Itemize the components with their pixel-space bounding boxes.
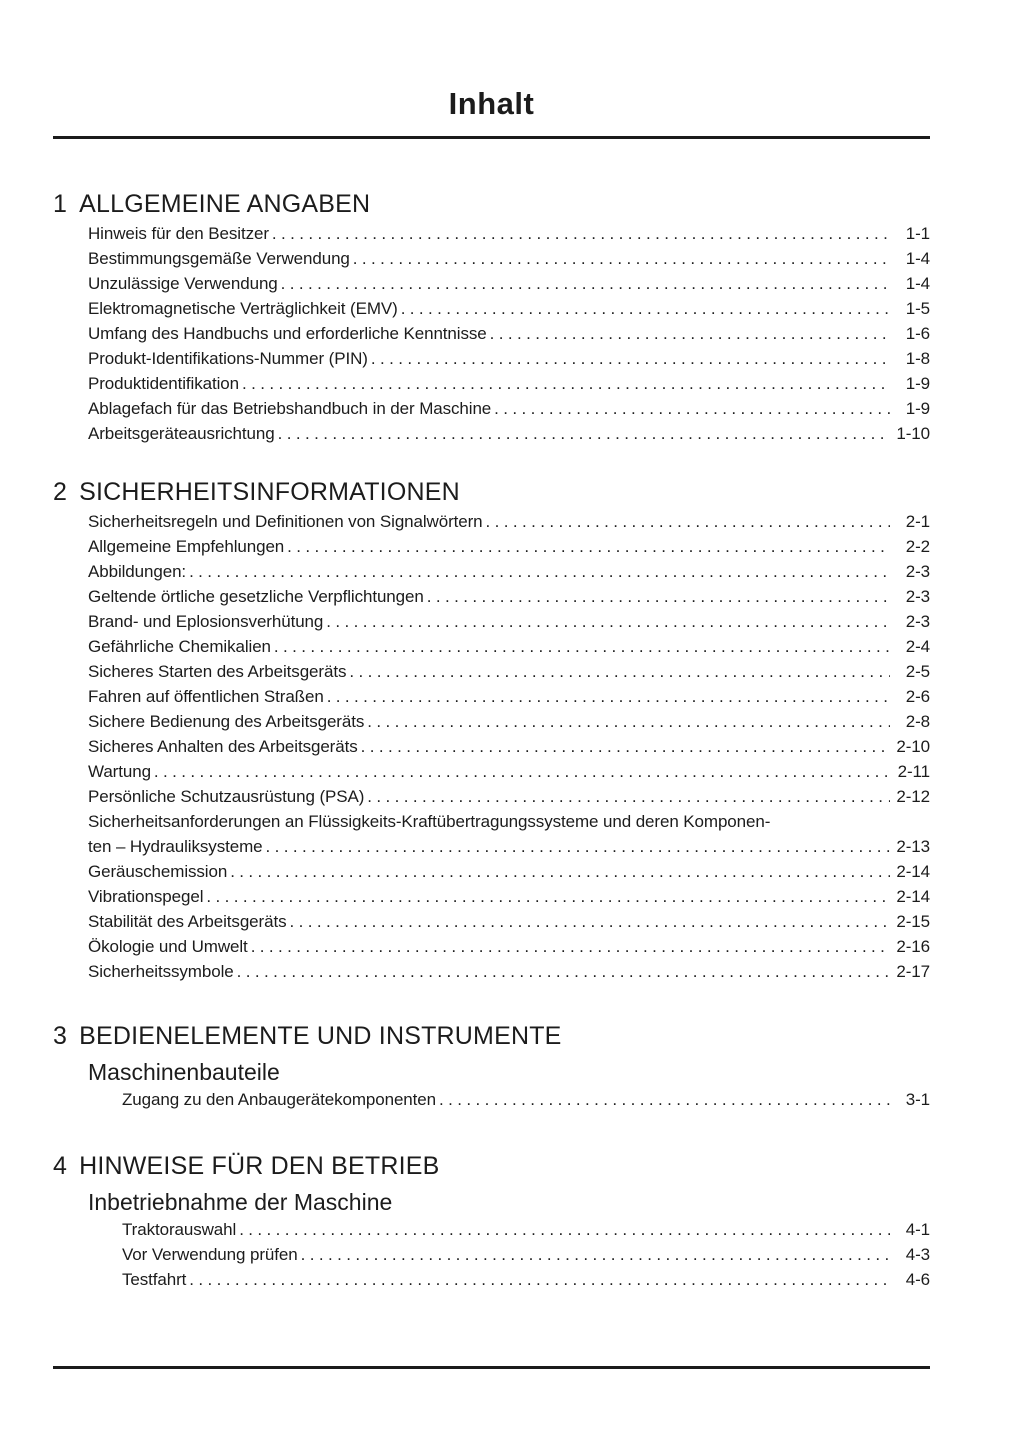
chapter-2-entries <box>88 509 930 984</box>
footer-rule <box>53 1366 930 1369</box>
chapter-1 <box>53 190 930 446</box>
toc-entry <box>88 534 930 559</box>
chapter-title: SICHERHEITSINFORMATIONEN <box>79 478 460 506</box>
toc-entry <box>88 659 930 684</box>
toc-entry-label: Zugang zu den Anbaugerätekomponenten <box>122 1090 436 1109</box>
toc-entry-page: 4-3 <box>905 1245 930 1264</box>
chapter-4-heading <box>53 1152 930 1180</box>
toc-entry-label: Allgemeine Empfehlungen <box>88 537 285 556</box>
toc-entry-wrapped-line2 <box>88 834 930 859</box>
dot-leader <box>353 246 890 271</box>
toc-entry-page: 2-10 <box>896 737 930 756</box>
toc-entry-label: Sichere Bedienung des Arbeitsgeräts <box>88 712 365 731</box>
toc-entry-label: Testfahrt <box>122 1270 187 1289</box>
dot-leader <box>265 834 890 859</box>
dot-leader <box>361 734 890 759</box>
dot-leader <box>272 221 890 246</box>
toc-entry-label: Unzulässige Verwendung <box>88 274 278 293</box>
toc-entry-page: 2-2 <box>905 537 930 556</box>
dot-leader <box>289 909 890 934</box>
dot-leader <box>274 634 890 659</box>
dot-leader <box>230 859 890 884</box>
chapter-4 <box>53 1152 930 1292</box>
dot-leader <box>349 659 890 684</box>
toc-entry-label: Bestimmungsgemäße Verwendung <box>88 249 350 268</box>
toc-entry-page: 2-15 <box>896 912 930 931</box>
subsection-title: Maschinenbauteile <box>88 1059 280 1085</box>
chapter-1-entries <box>88 221 930 446</box>
dot-leader <box>327 684 890 709</box>
toc-entry <box>88 759 930 784</box>
toc-entry <box>122 1267 930 1292</box>
toc-entry-page: 2-14 <box>896 862 930 881</box>
title-rule <box>53 136 930 139</box>
toc-entry-page: 4-1 <box>905 1220 930 1239</box>
page-title: Inhalt <box>448 86 535 121</box>
toc-entry <box>122 1087 930 1112</box>
toc-entry-page: 1-4 <box>905 274 930 293</box>
toc-entry-label: Sicherheitsregeln und Definitionen von Signalwörtern <box>88 512 483 531</box>
dot-leader <box>427 584 890 609</box>
toc-entry-label: Persönliche Schutzausrüstung (PSA) <box>88 787 365 806</box>
toc-entry-page: 2-3 <box>905 587 930 606</box>
dot-leader <box>189 1267 890 1292</box>
dot-leader <box>287 534 890 559</box>
toc-entry-page: 2-8 <box>905 712 930 731</box>
toc-entry-label: Sicheres Anhalten des Arbeitsgeräts <box>88 737 358 756</box>
toc-entry <box>88 609 930 634</box>
toc-entry-label: Abbildungen: <box>88 562 187 581</box>
toc-entry-label: Fahren auf öffentlichen Straßen <box>88 687 324 706</box>
toc-entry-page: 1-9 <box>905 399 930 418</box>
chapter-title: HINWEISE FÜR DEN BETRIEB <box>79 1152 440 1180</box>
toc-entry-page: 2-5 <box>905 662 930 681</box>
toc-entry-label: Wartung <box>88 762 151 781</box>
dot-leader <box>494 396 890 421</box>
toc-entry-page: 1-5 <box>905 299 930 318</box>
dot-leader <box>206 884 890 909</box>
toc-entry-label: Brand- und Eplosionsverhütung <box>88 612 324 631</box>
toc-entry <box>88 784 930 809</box>
toc-entry-label: Elektromagnetische Verträglichkeit (EMV) <box>88 299 398 318</box>
chapter-title: BEDIENELEMENTE UND INSTRUMENTE <box>79 1022 562 1050</box>
toc-entry-page: 1-10 <box>896 424 930 443</box>
toc-entry <box>88 734 930 759</box>
chapter-number: 4 <box>53 1152 68 1180</box>
toc-entry-label: Ökologie und Umwelt <box>88 937 248 956</box>
toc-entry <box>88 909 930 934</box>
toc-entry-label: Sicheres Starten des Arbeitsgeräts <box>88 662 347 681</box>
toc-entry <box>88 584 930 609</box>
toc-entry <box>88 934 930 959</box>
toc-entry-page: 2-14 <box>896 887 930 906</box>
toc-entry-label: Umfang des Handbuchs und erforderliche Kenntnisse <box>88 324 487 343</box>
dot-leader <box>301 1242 890 1267</box>
chapter-number: 2 <box>53 478 68 506</box>
toc-entry-page: 3-1 <box>905 1090 930 1109</box>
chapter-number: 1 <box>53 190 68 218</box>
content-column <box>53 0 930 1292</box>
toc-entry-page: 1-9 <box>905 374 930 393</box>
toc-entry <box>88 509 930 534</box>
toc-entry-label: Gefährliche Chemikalien <box>88 637 271 656</box>
toc-entry <box>88 271 930 296</box>
dot-leader <box>239 1217 890 1242</box>
dot-leader <box>439 1087 890 1112</box>
toc-entry <box>88 296 930 321</box>
chapter-number: 3 <box>53 1022 68 1050</box>
toc-entry-page: 2-3 <box>905 562 930 581</box>
chapter-3-heading <box>53 1022 930 1050</box>
toc-entry-label: Arbeitsgeräteausrichtung <box>88 424 275 443</box>
toc-entry-page: 2-17 <box>896 962 930 981</box>
toc-entry-label: Ablagefach für das Betriebshandbuch in der Maschine <box>88 399 492 418</box>
toc-entry-label: Produktidentifikation <box>88 374 239 393</box>
dot-leader <box>251 934 890 959</box>
chapter-3-subsection-entries <box>122 1087 930 1112</box>
dot-leader <box>486 509 890 534</box>
toc-entry-page: 2-16 <box>896 937 930 956</box>
toc-entry <box>88 421 930 446</box>
toc-entry <box>88 246 930 271</box>
dot-leader <box>326 609 890 634</box>
toc-entry-label: Geräuschemission <box>88 862 228 881</box>
toc-entry <box>88 684 930 709</box>
toc-entry-page: 2-12 <box>896 787 930 806</box>
toc-entry <box>88 884 930 909</box>
dot-leader <box>367 709 890 734</box>
toc-entry-page: 1-6 <box>905 324 930 343</box>
toc-entry-label: Stabilität des Arbeitsgeräts <box>88 912 287 931</box>
toc-entry-page: 1-1 <box>905 224 930 243</box>
toc-entry <box>88 396 930 421</box>
toc-entry-page: 2-1 <box>905 512 930 531</box>
dot-leader <box>242 371 890 396</box>
toc-entry <box>88 371 930 396</box>
toc-entry <box>88 634 930 659</box>
toc-entry-label: Produkt-Identifikations-Nummer (PIN) <box>88 349 368 368</box>
toc-entry-label: Sicherheitsanforderungen an Flüssigkeits-Kraftübertragungssysteme und deren Komponen- <box>88 812 771 831</box>
toc-entry-page: 2-3 <box>905 612 930 631</box>
toc-entry <box>88 321 930 346</box>
dot-leader <box>154 759 890 784</box>
toc-entry-label: Sicherheitssymbole <box>88 962 234 981</box>
dot-leader <box>371 346 890 371</box>
toc-entry-label: Vibrationspegel <box>88 887 204 906</box>
toc-entry <box>88 959 930 984</box>
toc-entry-label: Geltende örtliche gesetzliche Verpflichtungen <box>88 587 424 606</box>
dot-leader <box>367 784 890 809</box>
toc-entry-page: 2-11 <box>897 762 930 781</box>
toc-entry <box>122 1242 930 1267</box>
toc-entry <box>88 859 930 884</box>
toc-entry-page: 4-6 <box>905 1270 930 1289</box>
toc-entry-label: Traktorauswahl <box>122 1220 237 1239</box>
toc-entry-label: Hinweis für den Besitzer <box>88 224 269 243</box>
toc-entry-page: 1-8 <box>905 349 930 368</box>
toc-entry-page: 2-4 <box>905 637 930 656</box>
toc-entry <box>88 221 930 246</box>
toc-entry <box>122 1217 930 1242</box>
chapter-title: ALLGEMEINE ANGABEN <box>79 190 371 218</box>
dot-leader <box>401 296 890 321</box>
subsection-title: Inbetriebnahme der Maschine <box>88 1189 393 1215</box>
chapter-2 <box>53 478 930 984</box>
toc-entry <box>88 709 930 734</box>
chapter-1-heading <box>53 190 930 218</box>
toc-entry-label: Vor Verwendung prüfen <box>122 1245 298 1264</box>
toc-entry-page: 2-6 <box>905 687 930 706</box>
chapter-4-subsection-entries <box>122 1217 930 1292</box>
chapter-3 <box>53 1022 930 1112</box>
dot-leader <box>281 271 890 296</box>
toc-entry <box>88 559 930 584</box>
toc-entry-label: ten – Hydrauliksysteme <box>88 837 263 856</box>
dot-leader <box>278 421 890 446</box>
dot-leader <box>237 959 890 984</box>
chapter-2-heading <box>53 478 930 506</box>
toc-entry-wrapped-line1 <box>88 809 930 834</box>
toc-entry-page: 1-4 <box>905 249 930 268</box>
toc-entry-page: 2-13 <box>896 837 930 856</box>
dot-leader <box>189 559 890 584</box>
toc-entry <box>88 346 930 371</box>
dot-leader <box>490 321 890 346</box>
